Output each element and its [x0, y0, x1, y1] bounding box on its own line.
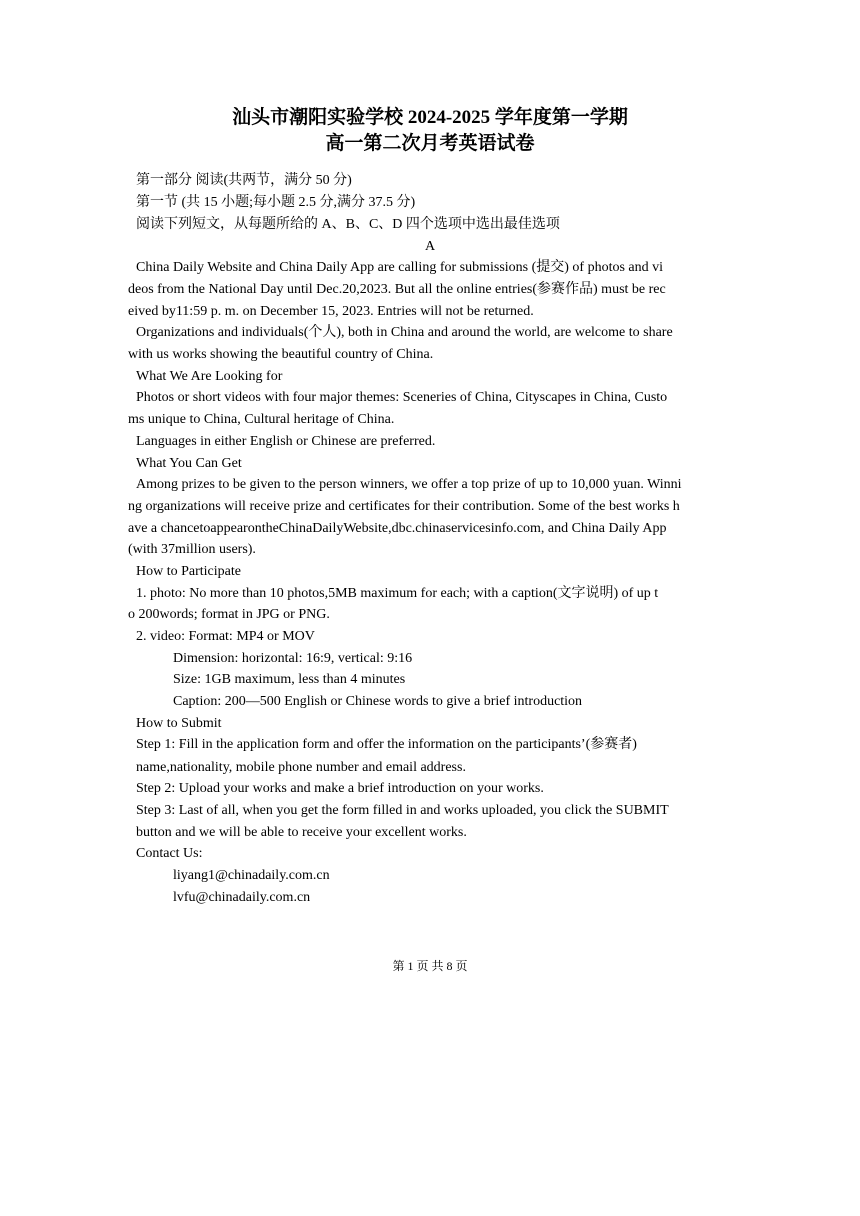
passage-line: o 200words; format in JPG or PNG.	[128, 607, 330, 622]
passage-subheading: What We Are Looking for	[136, 369, 283, 384]
passage-subheading: How to Participate	[136, 564, 241, 579]
passage-label: A	[424, 239, 436, 254]
reading-directions: 阅读下列短文，从每题所给的 A、B、C、D 四个选项中选出最佳选项	[136, 217, 560, 232]
passage-line: (with 37million users).	[128, 542, 256, 557]
passage-line: name,nationality, mobile phone number and email address.	[136, 760, 466, 775]
exam-school-title: 汕头市潮阳实验学校 2024-2025 学年度第一学期	[232, 107, 628, 128]
passage-line: button and we will be able to receive your excellent works.	[136, 825, 467, 840]
passage-line: Dimension: horizontal: 16:9, vertical: 9:16	[173, 651, 413, 666]
passage-line: China Daily Website and China Daily App are calling for submissions (提交) of photos and vi	[136, 260, 664, 275]
passage-line: Languages in either English or Chinese are preferred.	[136, 434, 436, 449]
passage-line: Organizations and individuals(个人), both in China and around the world, are welcome to share	[136, 325, 673, 340]
passage-line: Photos or short videos with four major themes: Sceneries of China, Cityscapes in China, Custo	[136, 390, 668, 405]
passage-line: deos from the National Day until Dec.20,2023. But all the online entries(参赛作品) must be rec	[128, 282, 666, 297]
passage-line: Step 2: Upload your works and make a brief introduction on your works.	[136, 781, 544, 796]
passage-line: Step 1: Fill in the application form and offer the information on the participants’(参赛者)	[136, 737, 637, 752]
exam-paper-title: 高一第二次月考英语试卷	[325, 133, 535, 154]
passage-line: 2. video: Format: MP4 or MOV	[136, 629, 315, 644]
passage-subheading: Contact Us:	[136, 846, 203, 861]
contact-email: lvfu@chinadaily.com.cn	[173, 890, 311, 905]
passage-line: ng organizations will receive prize and certificates for their contribution. Some of the best works h	[128, 499, 680, 514]
passage-line: Step 3: Last of all, when you get the form filled in and works uploaded, you click the SUBMIT	[136, 803, 669, 818]
contact-email: liyang1@chinadaily.com.cn	[173, 868, 330, 883]
passage-line: eived by11:59 p. m. on December 15, 2023. Entries will not be returned.	[128, 304, 534, 319]
page-number: 第 1 页 共 8 页	[392, 959, 468, 973]
passage-line: ave a chancetoappearontheChinaDailyWebsite,dbc.chinaservicesinfo.com, and China Daily App	[128, 521, 667, 536]
passage-subheading: How to Submit	[136, 716, 222, 731]
section-heading: 第一部分 阅读(共两节，满分 50 分)	[136, 173, 352, 188]
passage-line: Among prizes to be given to the person winners, we offer a top prize of up to 10,000 yuan. Winni	[136, 477, 682, 492]
passage-line: Caption: 200—500 English or Chinese words to give a brief introduction	[173, 694, 583, 709]
section-instruction: 第一节 (共 15 小题;每小题 2.5 分,满分 37.5 分)	[136, 195, 416, 210]
passage-line: with us works showing the beautiful country of China.	[128, 347, 434, 362]
passage-subheading: What You Can Get	[136, 456, 242, 471]
passage-line: 1. photo: No more than 10 photos,5MB maximum for each; with a caption(文字说明) of up t	[136, 586, 659, 601]
passage-line: Size: 1GB maximum, less than 4 minutes	[173, 672, 406, 687]
passage-line: ms unique to China, Cultural heritage of China.	[128, 412, 395, 427]
